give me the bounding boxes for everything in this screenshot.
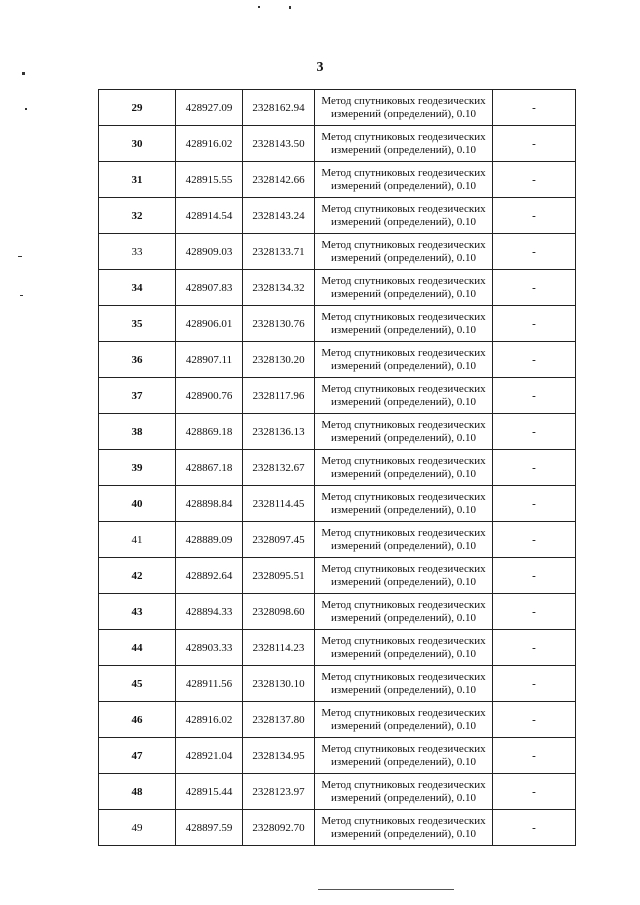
method-cell: [315, 90, 493, 126]
y-coordinate-cell: 2328114.23: [243, 630, 315, 666]
y-coordinate-cell: 2328142.66: [243, 162, 315, 198]
point-number-cell: 30: [99, 126, 176, 162]
method-cell: [315, 270, 493, 306]
description-cell: -: [493, 810, 576, 846]
method-line-1: Метод спутниковых геодезических: [321, 778, 486, 791]
table-row: [99, 414, 576, 450]
point-number-cell: 34: [99, 270, 176, 306]
method-cell: [315, 810, 493, 846]
point-number-cell: 49: [99, 810, 176, 846]
table-row: [99, 558, 576, 594]
table-row: [99, 270, 576, 306]
point-number-cell: 41: [99, 522, 176, 558]
point-number-cell: 45: [99, 666, 176, 702]
method-cell: [315, 198, 493, 234]
description-cell: -: [493, 306, 576, 342]
method-line-1: Метод спутниковых геодезических: [321, 742, 486, 755]
x-coordinate-cell: 428909.03: [176, 234, 243, 270]
y-coordinate-cell: 2328136.13: [243, 414, 315, 450]
method-line-1: Метод спутниковых геодезических: [321, 94, 486, 107]
table-row: [99, 198, 576, 234]
page-number: 3: [316, 60, 324, 75]
table-row: [99, 810, 576, 846]
method-line-1: Метод спутниковых геодезических: [321, 562, 486, 575]
x-coordinate-cell: 428897.59: [176, 810, 243, 846]
x-coordinate-cell: 428927.09: [176, 90, 243, 126]
y-coordinate-cell: 2328132.67: [243, 450, 315, 486]
method-line-1: Метод спутниковых геодезических: [321, 670, 486, 683]
table-row: [99, 90, 576, 126]
method-line-1: Метод спутниковых геодезических: [321, 310, 486, 323]
method-line-1: Метод спутниковых геодезических: [321, 526, 486, 539]
x-coordinate-cell: 428906.01: [176, 306, 243, 342]
point-number-cell: 44: [99, 630, 176, 666]
method-line-1: Метод спутниковых геодезических: [321, 490, 486, 503]
description-cell: -: [493, 702, 576, 738]
table-row: [99, 774, 576, 810]
description-cell: -: [493, 666, 576, 702]
method-line-2: измерений (определений), 0.10: [331, 575, 476, 588]
table-row: [99, 594, 576, 630]
method-cell: [315, 126, 493, 162]
table-row: [99, 738, 576, 774]
description-cell: -: [493, 126, 576, 162]
bottom-rule: [318, 889, 454, 890]
method-line-2: измерений (определений), 0.10: [331, 719, 476, 732]
y-coordinate-cell: 2328137.80: [243, 702, 315, 738]
method-line-1: Метод спутниковых геодезических: [321, 202, 486, 215]
scan-speck: [22, 72, 25, 75]
point-number-cell: 39: [99, 450, 176, 486]
table-row: [99, 342, 576, 378]
method-cell: [315, 378, 493, 414]
method-line-2: измерений (определений), 0.10: [331, 827, 476, 840]
method-cell: [315, 450, 493, 486]
scan-speck: [20, 295, 23, 296]
y-coordinate-cell: 2328143.50: [243, 126, 315, 162]
point-number-cell: 29: [99, 90, 176, 126]
x-coordinate-cell: 428921.04: [176, 738, 243, 774]
y-coordinate-cell: 2328134.32: [243, 270, 315, 306]
method-cell: [315, 234, 493, 270]
point-number-cell: 42: [99, 558, 176, 594]
x-coordinate-cell: 428907.83: [176, 270, 243, 306]
method-line-2: измерений (определений), 0.10: [331, 611, 476, 624]
y-coordinate-cell: 2328130.10: [243, 666, 315, 702]
y-coordinate-cell: 2328130.76: [243, 306, 315, 342]
method-cell: [315, 666, 493, 702]
description-cell: -: [493, 270, 576, 306]
table-row: [99, 234, 576, 270]
description-cell: -: [493, 522, 576, 558]
y-coordinate-cell: 2328162.94: [243, 90, 315, 126]
point-number-cell: 40: [99, 486, 176, 522]
table-row: [99, 702, 576, 738]
table-row: [99, 126, 576, 162]
x-coordinate-cell: 428914.54: [176, 198, 243, 234]
point-number-cell: 37: [99, 378, 176, 414]
method-line-2: измерений (определений), 0.10: [331, 179, 476, 192]
table-row: [99, 306, 576, 342]
description-cell: -: [493, 198, 576, 234]
point-number-cell: 35: [99, 306, 176, 342]
method-line-2: измерений (определений), 0.10: [331, 215, 476, 228]
description-cell: -: [493, 450, 576, 486]
x-coordinate-cell: 428907.11: [176, 342, 243, 378]
method-line-2: измерений (определений), 0.10: [331, 647, 476, 660]
method-line-2: измерений (определений), 0.10: [331, 395, 476, 408]
point-number-cell: 33: [99, 234, 176, 270]
method-line-1: Метод спутниковых геодезических: [321, 346, 486, 359]
method-line-2: измерений (определений), 0.10: [331, 503, 476, 516]
coordinates-table: [98, 89, 576, 846]
description-cell: -: [493, 414, 576, 450]
x-coordinate-cell: 428916.02: [176, 702, 243, 738]
table-row: [99, 630, 576, 666]
method-line-2: измерений (определений), 0.10: [331, 791, 476, 804]
point-number-cell: 47: [99, 738, 176, 774]
y-coordinate-cell: 2328143.24: [243, 198, 315, 234]
y-coordinate-cell: 2328114.45: [243, 486, 315, 522]
method-line-2: измерений (определений), 0.10: [331, 251, 476, 264]
x-coordinate-cell: 428915.44: [176, 774, 243, 810]
y-coordinate-cell: 2328134.95: [243, 738, 315, 774]
x-coordinate-cell: 428892.64: [176, 558, 243, 594]
method-cell: [315, 522, 493, 558]
method-line-1: Метод спутниковых геодезических: [321, 382, 486, 395]
method-line-2: измерений (определений), 0.10: [331, 323, 476, 336]
method-cell: [315, 414, 493, 450]
scan-speck: [18, 256, 22, 257]
method-cell: [315, 558, 493, 594]
method-line-2: измерений (определений), 0.10: [331, 683, 476, 696]
table-row: [99, 378, 576, 414]
table-row: [99, 666, 576, 702]
point-number-cell: 38: [99, 414, 176, 450]
y-coordinate-cell: 2328098.60: [243, 594, 315, 630]
method-cell: [315, 774, 493, 810]
method-line-1: Метод спутниковых геодезических: [321, 454, 486, 467]
table-row: [99, 522, 576, 558]
method-line-2: измерений (определений), 0.10: [331, 143, 476, 156]
x-coordinate-cell: 428903.33: [176, 630, 243, 666]
method-line-1: Метод спутниковых геодезических: [321, 814, 486, 827]
description-cell: -: [493, 234, 576, 270]
description-cell: -: [493, 378, 576, 414]
method-line-1: Метод спутниковых геодезических: [321, 274, 486, 287]
point-number-cell: 43: [99, 594, 176, 630]
y-coordinate-cell: 2328130.20: [243, 342, 315, 378]
method-cell: [315, 306, 493, 342]
point-number-cell: 31: [99, 162, 176, 198]
description-cell: -: [493, 486, 576, 522]
scan-speck: [25, 108, 27, 110]
description-cell: -: [493, 162, 576, 198]
table-row: [99, 486, 576, 522]
method-line-2: измерений (определений), 0.10: [331, 539, 476, 552]
x-coordinate-cell: 428894.33: [176, 594, 243, 630]
y-coordinate-cell: 2328097.45: [243, 522, 315, 558]
y-coordinate-cell: 2328092.70: [243, 810, 315, 846]
scan-speck: [258, 6, 260, 8]
method-line-1: Метод спутниковых геодезических: [321, 166, 486, 179]
x-coordinate-cell: 428889.09: [176, 522, 243, 558]
x-coordinate-cell: 428900.76: [176, 378, 243, 414]
x-coordinate-cell: 428869.18: [176, 414, 243, 450]
y-coordinate-cell: 2328095.51: [243, 558, 315, 594]
point-number-cell: 36: [99, 342, 176, 378]
table-row: [99, 162, 576, 198]
description-cell: -: [493, 738, 576, 774]
description-cell: -: [493, 594, 576, 630]
method-cell: [315, 594, 493, 630]
x-coordinate-cell: 428911.56: [176, 666, 243, 702]
x-coordinate-cell: 428916.02: [176, 126, 243, 162]
method-line-2: измерений (определений), 0.10: [331, 431, 476, 444]
method-cell: [315, 486, 493, 522]
method-cell: [315, 162, 493, 198]
y-coordinate-cell: 2328117.96: [243, 378, 315, 414]
table-row: [99, 450, 576, 486]
x-coordinate-cell: 428898.84: [176, 486, 243, 522]
method-line-2: измерений (определений), 0.10: [331, 467, 476, 480]
method-line-1: Метод спутниковых геодезических: [321, 634, 486, 647]
method-line-2: измерений (определений), 0.10: [331, 755, 476, 768]
description-cell: -: [493, 90, 576, 126]
point-number-cell: 46: [99, 702, 176, 738]
method-cell: [315, 342, 493, 378]
y-coordinate-cell: 2328123.97: [243, 774, 315, 810]
point-number-cell: 48: [99, 774, 176, 810]
x-coordinate-cell: 428867.18: [176, 450, 243, 486]
scan-speck: [289, 6, 291, 9]
method-line-1: Метод спутниковых геодезических: [321, 238, 486, 251]
method-line-1: Метод спутниковых геодезических: [321, 598, 486, 611]
description-cell: -: [493, 558, 576, 594]
method-line-2: измерений (определений), 0.10: [331, 359, 476, 372]
description-cell: -: [493, 630, 576, 666]
method-line-1: Метод спутниковых геодезических: [321, 130, 486, 143]
y-coordinate-cell: 2328133.71: [243, 234, 315, 270]
point-number-cell: 32: [99, 198, 176, 234]
method-line-2: измерений (определений), 0.10: [331, 287, 476, 300]
method-cell: [315, 702, 493, 738]
description-cell: -: [493, 774, 576, 810]
method-cell: [315, 738, 493, 774]
method-line-1: Метод спутниковых геодезических: [321, 418, 486, 431]
method-cell: [315, 630, 493, 666]
x-coordinate-cell: 428915.55: [176, 162, 243, 198]
method-line-2: измерений (определений), 0.10: [331, 107, 476, 120]
description-cell: -: [493, 342, 576, 378]
method-line-1: Метод спутниковых геодезических: [321, 706, 486, 719]
